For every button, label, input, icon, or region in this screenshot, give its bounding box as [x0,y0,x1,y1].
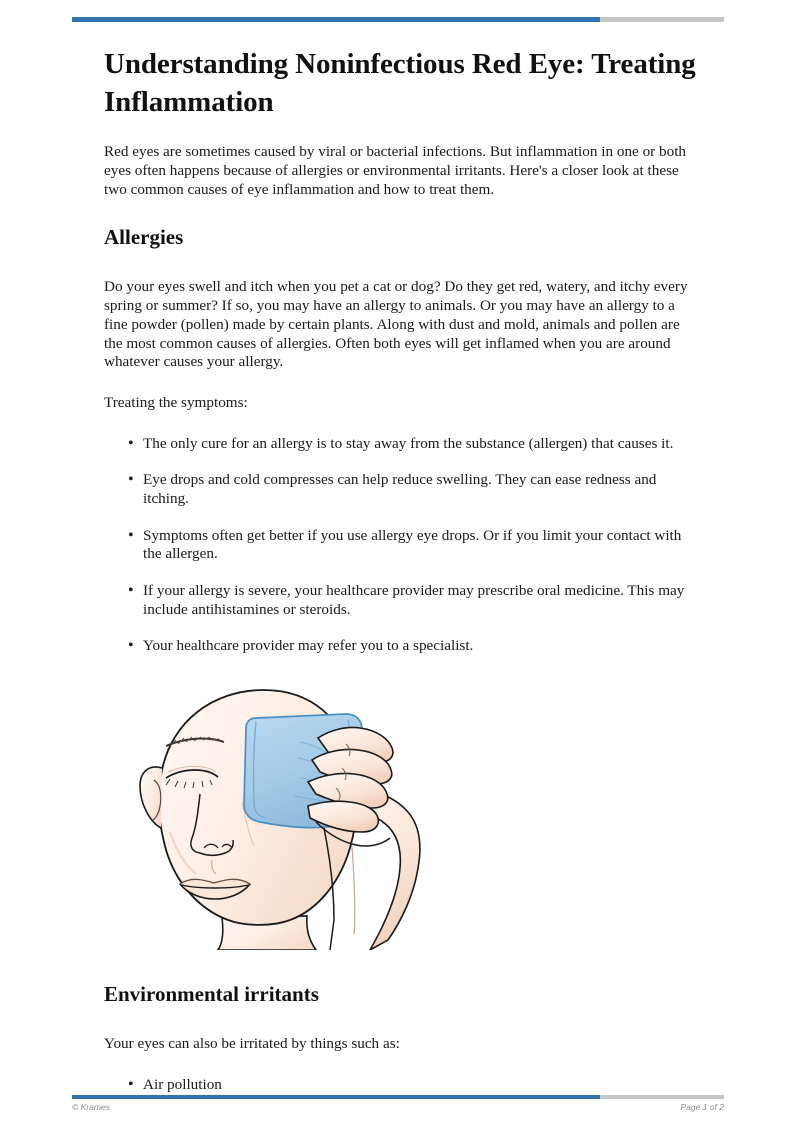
footer-copyright: © Krames [72,1102,110,1112]
spacer [104,1054,696,1076]
spacer [104,250,696,278]
cold-compress-illustration [104,682,424,950]
allergies-treatment-list [104,435,696,657]
document-body [104,46,696,1094]
allergies-paragraph: Do your eyes swell and itch when you pet a cat or dog? Do they get red, watery, and itchy every spring or summer? If so, you may have an allergy to animals. Or you may have an allergy to a fine powder (pollen) made by certain plants. Along with dust and mold, animals and pollen are the most common causes of allergies. Often both eyes will get inflamed when you are around whatever causes your allergy. [104,278,688,371]
list-item: • The only cure for an allergy is to stay away from the substance (allergen) that causes it. [104,435,696,454]
forearm-shading [352,846,355,934]
environmental-paragraph: Your eyes can also be irritated by things such as: [104,1035,400,1053]
section-heading-allergies: Allergies [104,225,184,250]
footer-page-number: Page 1 of 2 [680,1102,724,1112]
ear-shape [140,767,162,828]
intro-paragraph: Red eyes are sometimes caused by viral or bacterial infections. But inflammation in one or both eyes often happens because of allergies or environmental irritants. Here's a closer look at these two common causes of eye inflammation and how to treat them. [104,143,687,198]
list-item: • Symptoms often get better if you use allergy eye drops. Or if you limit your contact with the allergen. [104,527,696,564]
spacer [104,1007,696,1035]
environmental-irritants-list [104,1076,696,1095]
list-item: • If your allergy is severe, your healthcare provider may prescribe oral medicine. This may include antihistamines or steroids. [104,582,696,619]
allergies-list-intro: Treating the symptoms: [104,393,248,411]
list-item: • Eye drops and cold compresses can help reduce swelling. They can ease redness and itching. [104,471,696,508]
list-item: • Your healthcare provider may refer you to a specialist. [104,637,696,656]
spacer [104,372,696,394]
list-item: • Air pollution [104,1076,696,1095]
page-title: Understanding Noninfectious Red Eye: Treating Inflammation [104,48,696,118]
spacer [104,413,696,435]
header-rule-accent [72,17,600,22]
header-rule-track [72,17,724,22]
footer-rule-accent [72,1095,600,1099]
section-heading-environmental-irritants: Environmental irritants [104,982,319,1007]
footer-rule-track [72,1095,724,1099]
spacer [104,950,696,982]
